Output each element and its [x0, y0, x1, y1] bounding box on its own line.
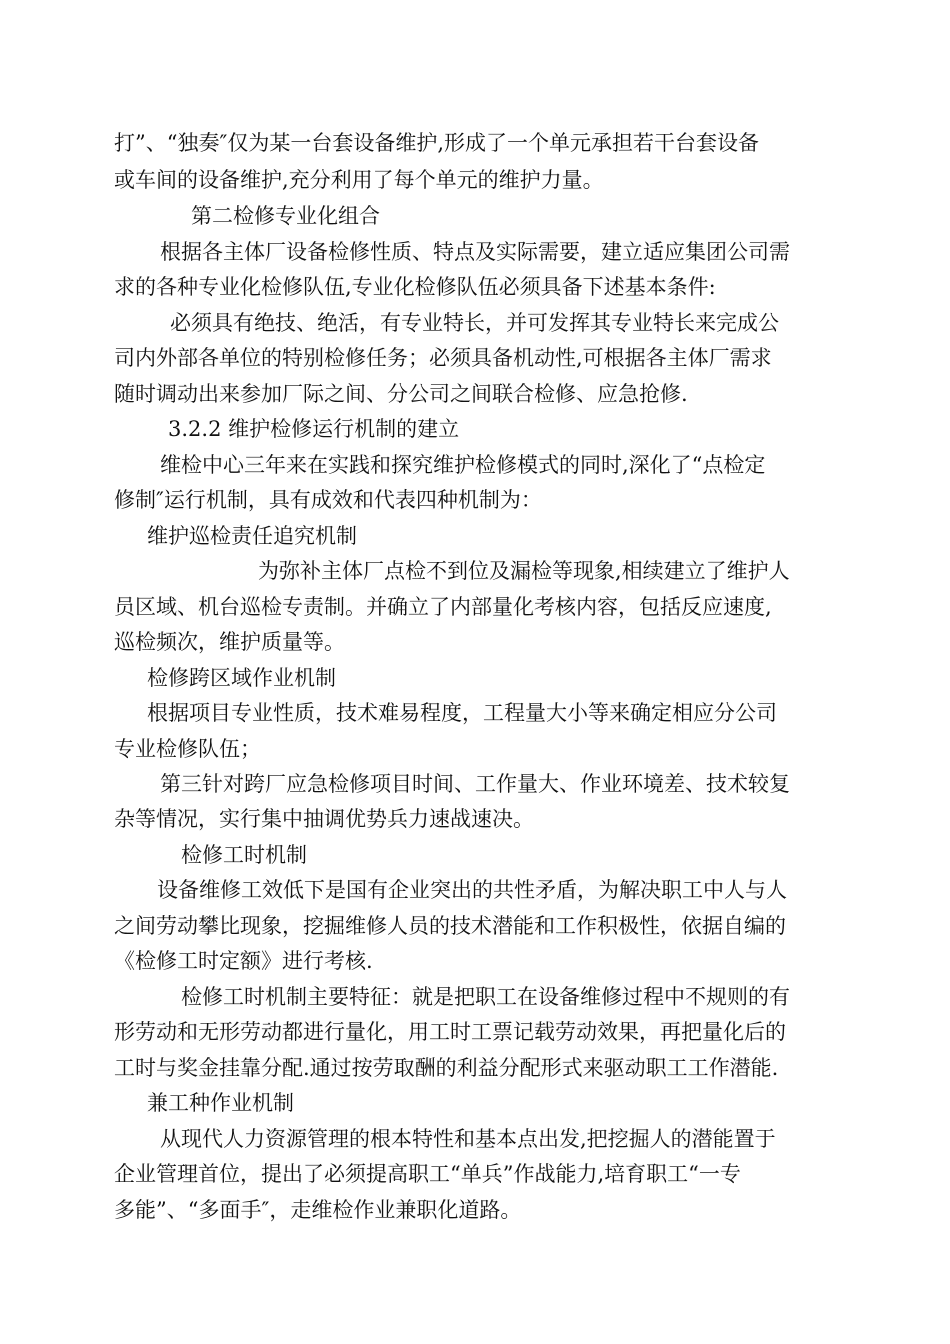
- text-line: 打”、“独奏″仅为某一台套设备维护,形成了一个单元承担若干台套设备: [114, 131, 759, 155]
- text-line: 或车间的设备维护,充分利用了每个单元的维护力量。: [114, 168, 604, 192]
- text-line: 从现代人力资源管理的根本特性和基本点出发,把挖掘人的潜能置于: [160, 1127, 776, 1151]
- text-line: 维检中心三年来在实践和探究维护检修模式的同时,深化了“点检定: [160, 453, 766, 477]
- text-line: 《检修工时定额》进行考核.: [114, 949, 373, 973]
- text-line: 必须具有绝技、绝活，有专业特长，并可发挥其专业特长来完成公: [170, 311, 779, 335]
- text-line: 司内外部各单位的特别检修任务；必须具备机动性,可根据各主体厂需求: [114, 346, 772, 370]
- text-line: 根据项目专业性质，技术难易程度，工程量大小等来确定相应分公司: [147, 701, 777, 725]
- section-heading: 3.2.2 维护检修运行机制的建立: [168, 417, 460, 441]
- section-heading: 检修工时机制: [181, 843, 307, 867]
- text-line: 之间劳动攀比现象，挖掘维修人员的技术潜能和工作积极性，依据自编的: [114, 914, 786, 938]
- text-line: 多能”、“多面手″，走维检作业兼职化道路。: [114, 1198, 522, 1222]
- text-line: 根据各主体厂设备检修性质、特点及实际需要，建立适应集团公司需: [160, 240, 790, 264]
- text-line: 员区域、机台巡检专责制。并确立了内部量化考核内容，包括反应速度,: [114, 595, 772, 619]
- text-line: 巡检频次，维护质量等。: [114, 630, 345, 654]
- text-line: 为弥补主体厂点检不到位及漏检等现象,相续建立了维护人: [258, 559, 790, 583]
- section-heading: 检修跨区域作业机制: [147, 666, 336, 690]
- text-line: 第三针对跨厂应急检修项目时间、工作量大、作业环境差、技术较复: [160, 772, 790, 796]
- text-line: 企业管理首位，提出了必须提高职工“单兵”作战能力,培育职工“一专: [114, 1162, 741, 1186]
- text-line: 求的各种专业化检修队伍,专业化检修队伍必须具备下述基本条件:: [114, 275, 716, 299]
- text-line: 修制″运行机制，具有成效和代表四种机制为：: [114, 488, 542, 512]
- text-line: 设备维修工效低下是国有企业突出的共性矛盾，为解决职工中人与人: [157, 878, 787, 902]
- section-heading: 维护巡检责任追究机制: [147, 524, 357, 548]
- text-line: 检修工时机制主要特征：就是把职工在设备维修过程中不规则的有: [181, 985, 790, 1009]
- text-line: 形劳动和无形劳动都进行量化，用工时工票记载劳动效果，再把量化后的: [114, 1020, 786, 1044]
- text-line: 专业检修队伍；: [114, 737, 261, 761]
- text-line: 工时与奖金挂靠分配.通过按劳取酬的利益分配形式来驱动职工工作潜能.: [114, 1056, 779, 1080]
- text-line: 随时调动出来参加厂际之间、分公司之间联合检修、应急抢修.: [114, 382, 688, 406]
- section-heading: 兼工种作业机制: [147, 1091, 294, 1115]
- section-heading: 第二检修专业化组合: [191, 204, 380, 228]
- text-line: 杂等情况，实行集中抽调优势兵力速战速决。: [114, 807, 534, 831]
